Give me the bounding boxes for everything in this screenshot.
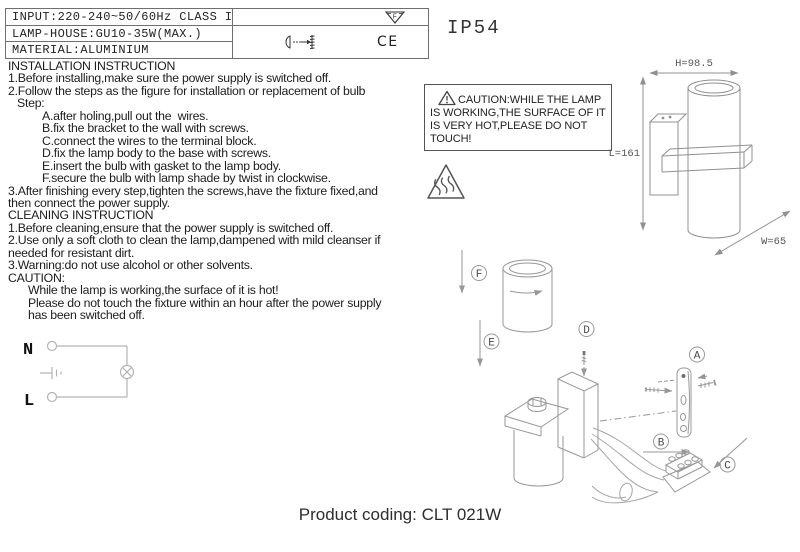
ip-rating: IP54	[447, 17, 501, 39]
spec-cell-marks	[233, 26, 428, 58]
spec-row-input: INPUT:220-240~50/60Hz CLASS I	[12, 9, 233, 24]
cleaning-line: needed for resistant dirt.	[8, 245, 135, 260]
mount-arm-sketch	[558, 372, 598, 458]
cleaning-line: 1.Before cleaning,ensure that the power supply is switched off.	[8, 220, 334, 235]
spec-row-material: MATERIAL:ALUMINIUM	[6, 41, 232, 58]
instructions-text	[8, 60, 381, 322]
wires-sketch	[591, 428, 666, 503]
cleaning-title: CLEANING INSTRUCTION	[8, 208, 154, 223]
lamp-body-sketch	[505, 398, 568, 486]
spec-table-icons	[233, 9, 428, 58]
installation-title: INSTALLATION INSTRUCTION	[8, 59, 176, 73]
caution-box	[424, 84, 612, 151]
spec-table	[5, 8, 429, 59]
spec-row-lamp-house: LAMP-HOUSE:GU10-35W(MAX.)	[6, 25, 232, 42]
install-line: 1.Before installing,make sure the power supply is switched off.	[8, 71, 332, 86]
alignment-line	[600, 411, 676, 421]
caution-line: While the lamp is working,the surface of it is hot!	[28, 283, 279, 298]
twist-arrow	[510, 291, 542, 293]
dim-label-height: H=98.5	[675, 58, 713, 70]
install-step-d: D.fix the lamp body to the base with screws.	[42, 146, 271, 161]
assembly-diagram	[450, 240, 800, 520]
wire-label-live: L	[24, 392, 35, 411]
dim-label-length: L=161	[608, 148, 640, 160]
step-label-e: E	[488, 337, 495, 350]
warning-triangle-icon	[438, 90, 456, 106]
product-coding: Product coding: CLT 021W	[298, 505, 502, 524]
ce-mark: CE	[377, 34, 399, 50]
step-label-a: A	[693, 350, 701, 363]
caution-box-text: CAUTION:WHILE THE LAMP IS WORKING,THE SURFACE OF IT IS VERY HOT,PLEASE DO NOT TOUCH!	[430, 94, 606, 145]
spec-cell-class-icon	[233, 9, 428, 26]
lamp-dimension-drawing	[600, 40, 800, 270]
lamp-distance-icon	[281, 33, 317, 51]
step-label-c: C	[724, 460, 731, 473]
install-line: Step:	[17, 96, 45, 111]
lamp-shade-sketch	[503, 260, 552, 332]
spec-table-labels	[6, 9, 233, 58]
wire-label-neutral: N	[23, 341, 34, 360]
install-line: then connect the power supply.	[8, 195, 170, 210]
step-label-d: D	[583, 325, 590, 337]
caution-title: CAUTION:	[8, 270, 65, 285]
install-step-a: A.after holing,pull out the wires.	[42, 108, 209, 123]
caution-line: has been switched off.	[28, 308, 145, 323]
screw-sketch	[582, 351, 586, 376]
step-label-f: F	[475, 269, 483, 281]
earth-symbol	[40, 367, 61, 379]
step-label-b: B	[657, 437, 665, 450]
wiring-diagram	[15, 332, 145, 417]
hot-surface-icon	[423, 159, 469, 205]
bracket-screws-sketch	[646, 376, 716, 393]
cleaning-line: 3.Warning:do not use alcohol or other solvents.	[8, 258, 253, 273]
install-step-e: E.insert the bulb with gasket to the lamp body.	[42, 158, 281, 173]
install-line: 2.Follow the steps as the figure for installation or replacement of bulb	[8, 83, 366, 98]
install-step-f: F.secure the bulb with lamp shade by twist in clockwise.	[42, 171, 331, 186]
install-step-c: C.connect the wires to the terminal block.	[42, 133, 257, 148]
cleaning-line: 2.Use only a soft cloth to clean the lamp,dampened with mild cleanser if	[8, 233, 381, 248]
triangle-f-icon	[383, 10, 407, 25]
install-step-b: B.fix the bracket to the wall with screws.	[42, 121, 249, 136]
install-line: 3.After finishing every step,tighten the screws,have the fixture fixed,and	[8, 183, 378, 198]
terminal-block-sketch	[663, 450, 710, 492]
dim-label-width: W=65	[761, 236, 787, 248]
triangle-letter: F	[392, 13, 397, 21]
caution-line: Please do not touch the fixture within an hour after the power supply	[28, 295, 382, 310]
wall-bracket-sketch	[677, 368, 691, 437]
